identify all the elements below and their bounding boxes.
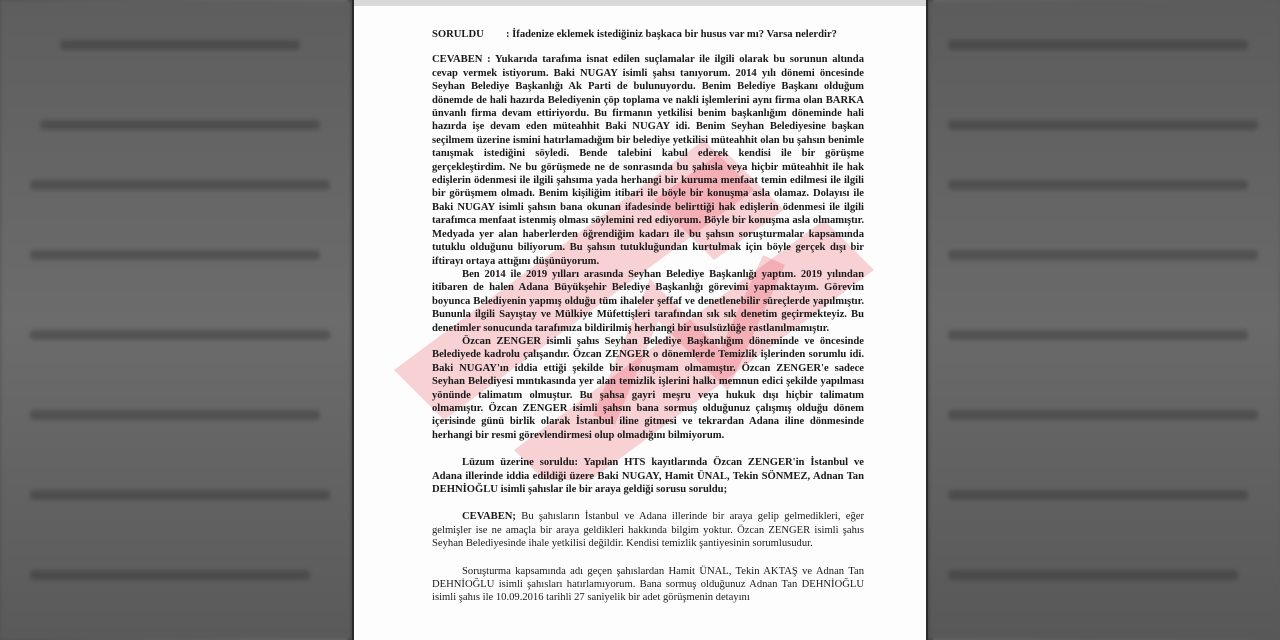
answer-paragraph [432, 53, 864, 268]
paragraph-hts-question: Lüzum üzerine soruldu: Yapılan HTS kayıtlarında Özcan ZENGER'in İstanbul ve Adana illerinde iddia edildiği üzere Baki NUGAY, Hamit ÜNAL, Tekin SÖNMEZ, Adnan Tan DEHNİOĞLU isimli şahıslar ile bir araya geldiği sorusu soruldu; [432, 457, 864, 495]
blurred-right-panel [928, 0, 1280, 640]
paragraph-answer-2 [432, 510, 864, 550]
document-page [352, 0, 928, 640]
question-label: SORULDU [432, 29, 484, 40]
paragraph-ozcan-zenger: Özcan ZENGER isimli şahıs Seyhan Belediye Başkanlığım döneminde ve öncesinde Belediyede kadrolu çalışandır. Özcan ZENGER o dönemlerde Temizlik işlerinden sorumlu idi. Baki NUGAY'ın iddia ettiği şekilde bir konuşmam olmamıştır. Özcan ZENGER'e sadece Seyhan Belediyesi mıntıkasında yer alan temizlik işlerini halkı memnun edici şekilde yapılması yönünde talimatım olmuştur. Bu şahsa gayri meşru veya hukuk dışı hiçbir talimatım olmamıştır. Özcan ZENGER isimli şahsın bana sormuş olduğunuz çalışmış olduğu dönem içerisinde günü birlik olarak İstanbul iline gitmesi ve tekrardan Adana iline dönmesinde herhangi bir resmi görevlendirmesi olup olmadığını bilmiyorum. [432, 335, 864, 441]
blurred-left-panel [0, 0, 352, 640]
answer-2-label: CEVABEN; [462, 511, 516, 523]
page-top-edge [354, 0, 926, 6]
answer-label: CEVABEN [432, 54, 483, 66]
question-text: : İfadenize eklemek istediğiniz başkaca bir husus var mı? Varsa nelerdir? [506, 29, 837, 40]
answer-text: : Yukarıda tarafıma isnat edilen suçlamalar ile ilgili olarak bu sorunun altında cevap vermek istiyorum. Baki NUGAY isimli şahsı tanıyorum. 2014 yılı dönemi öncesinde Seyhan Belediye Başkanlığı Ak Parti de bulunuyordu. Benim Belediye Başkanı olduğum dönemde de hali hazırda Belediyenin çöp toplama ve nakli işlemlerini aynı firma olan BARKA ünvanlı firma devam ettiriyordu. Bu firmanın yetkilisi benim başkanlığım döneminde hali hazırda işe devam eden müteahhit Baki NUGAY idi. Benim Seyhan Belediyesine başkan seçilmem üzerine ismini hatırlamadığım bir belediye yetkilisi müteahhit olan bu şahsın benimle tanışmak istediğini söyledi. Bende talebini kabul ederek kendisi ile bir görüşme gerçekleştirdim. Ne bu görüşmede ne de sonrasında bu şahısla veya hiçbir müteahhit ile hak edişlerin ödenmesi ile ilgili şahsıma yada herhangi bir kuruma menfaat temin edilmesi ile ilgili bir görüşmem olmadı. Benim kişiliğim itibari ile böyle bir konuşma asla olamaz. Dolayısı ile Baki NUGAY isimli şahsın bana okunan ifadesinde belirttiği hak edişlerin ödenmesi ile ilgili tarafımca menfaat istenmiş olması söylemini red ediyorum. Böyle bir konuşma asla olmamıştır. Medyada yer alan haberlerden öğrendiğim kadarı ile bu şahsın soruşturmalar kapsamında tutuklu olduğunu biliyorum. Bu şahsın tutukluğundan kurtulmak için böyle gerçek dışı bir iftirayı ortaya attığını düşünüyorum. [432, 54, 864, 267]
document-text [432, 28, 864, 605]
answer-2-text: Bu şahısların İstanbul ve Adana illerinde bir araya gelip gelmedikleri, eğer gelmişler ise ne amaçla bir araya geldikleri hakkında bilgim yoktur. Özcan ZENGER isimli şahıs Seyhan Belediyesinde ihale yetkilisi değildir. Kendisi temizlik şantiyesinin sorumlusudur. [432, 511, 864, 550]
question-line [432, 28, 864, 41]
paragraph-term-of-office: Ben 2014 ile 2019 yılları arasında Seyhan Belediye Başkanlığı yaptım. 2019 yılından itibaren de halen Adana Büyükşehir Belediye Başkanlığı görevimi yapmaktayım. Görevim boyunca Belediyenin yapmış olduğu tüm ihaleler şeffaf ve denetlenebilir süreçlerde yapılmıştır. Bununla ilgili Sayıştay ve Mülkiye Müfettişleri tarafından sık sık denetim geçirmekteyiz. Bu denetimler sonucunda tarafımıza bildirilmiş herhangi bir usulsüzlüğe rastlanılmamıştır. [432, 268, 864, 334]
paragraph-investigation: Soruşturma kapsamında adı geçen şahıslardan Hamit ÜNAL, Tekin AKTAŞ ve Adnan Tan DEHNİOĞLU isimli şahısları hatırlamıyorum. Bana sormuş olduğunuz Adnan Tan DEHNİOĞLU isimli şahıs ile 10.09.2016 tarihli 27 saniyelik bir adet görüşmenin detayını [432, 565, 864, 604]
